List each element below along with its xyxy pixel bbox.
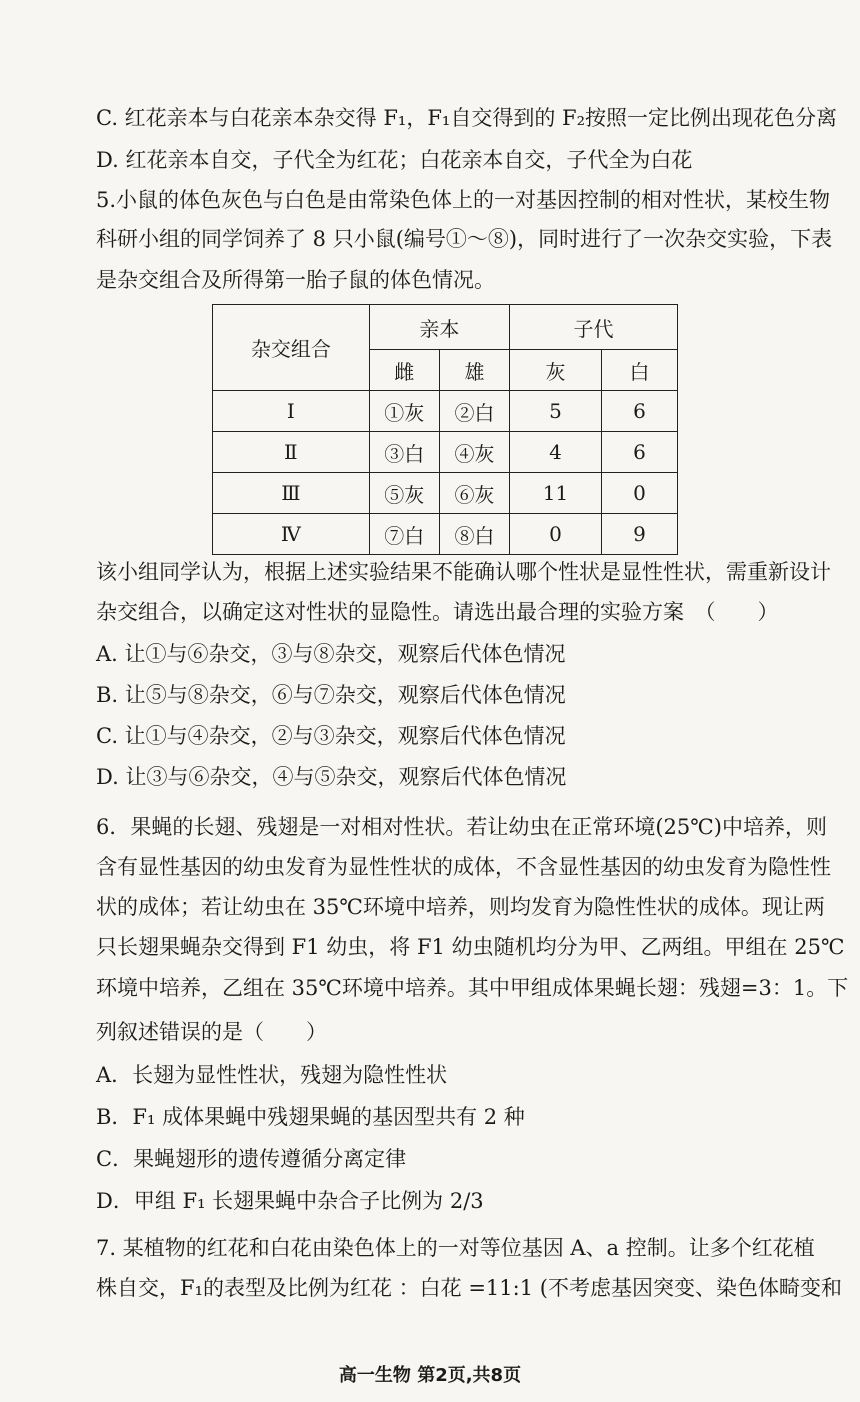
- table-row: [213, 432, 678, 473]
- cell-male: ⑧白: [439, 514, 509, 555]
- question-6-line-6: 列叙述错误的是（ ）: [96, 1020, 327, 1044]
- option-a-q5: A. 让①与⑥杂交，③与⑧杂交，观察后代体色情况: [96, 642, 566, 666]
- cell-gray: 4: [510, 432, 602, 473]
- cell-group: Ⅱ: [213, 432, 370, 473]
- cell-male: ②白: [439, 391, 509, 432]
- option-c-q5: C. 让①与④杂交，②与③杂交，观察后代体色情况: [96, 724, 566, 748]
- question-6-line-1: 6．果蝇的长翅、残翅是一对相对性状。若让幼虫在正常环境(25℃)中培养，则: [96, 815, 827, 839]
- header-offspring: 子代: [510, 305, 678, 350]
- cell-white: 9: [601, 514, 677, 555]
- cell-group: Ⅳ: [213, 514, 370, 555]
- table-row: [213, 514, 678, 555]
- cell-male: ④灰: [439, 432, 509, 473]
- option-d-q4: D. 红花亲本自交，子代全为红花；白花亲本自交，子代全为白花: [96, 148, 693, 172]
- cell-gray: 11: [510, 473, 602, 514]
- question-6-line-5: 环境中培养，乙组在 35℃环境中培养。其中甲组成体果蝇长翅：残翅=3：1。下: [96, 976, 849, 1000]
- cell-gray: 5: [510, 391, 602, 432]
- cell-group: Ⅰ: [213, 391, 370, 432]
- option-a-q6: A．长翅为显性性状，残翅为隐性性状: [96, 1063, 448, 1087]
- cell-female: ①灰: [369, 391, 439, 432]
- header-gray: 灰: [510, 350, 602, 391]
- option-d-q5: D. 让③与⑥杂交，④与⑤杂交，观察后代体色情况: [96, 765, 567, 789]
- question-5-line-3: 是杂交组合及所得第一胎子鼠的体色情况。: [96, 268, 495, 292]
- cell-female: ⑦白: [369, 514, 439, 555]
- question-7-line-2: 株自交，F₁的表型及比例为红花 ：白花 =11:1 (不考虑基因突变、染色体畸变和: [96, 1276, 842, 1300]
- header-female: 雌: [369, 350, 439, 391]
- header-group: 杂交组合: [213, 305, 370, 391]
- question-7-line-1: 7. 某植物的红花和白花由染色体上的一对等位基因 A、a 控制。让多个红花植: [96, 1236, 815, 1260]
- option-c-q4: C. 红花亲本与白花亲本杂交得 F₁，F₁自交得到的 F₂按照一定比例出现花色分离: [96, 106, 837, 130]
- cell-white: 6: [601, 432, 677, 473]
- cell-group: Ⅲ: [213, 473, 370, 514]
- cell-male: ⑥灰: [439, 473, 509, 514]
- question-6-line-2: 含有显性基因的幼虫发育为显性性状的成体，不含显性基因的幼虫发育为隐性性: [96, 855, 831, 879]
- cross-results-table: [212, 304, 678, 555]
- cell-female: ③白: [369, 432, 439, 473]
- question-6-line-4: 只长翅果蝇杂交得到 F1 幼虫，将 F1 幼虫随机均分为甲、乙两组。甲组在 25℃: [96, 935, 845, 959]
- question-6-line-3: 状的成体；若让幼虫在 35℃环境中培养，则均发育为隐性性状的成体。现让两: [96, 895, 825, 919]
- option-c-q6: C．果蝇翅形的遗传遵循分离定律: [96, 1147, 407, 1171]
- option-d-q6: D．甲组 F₁ 长翅果蝇中杂合子比例为 2/3: [96, 1189, 484, 1213]
- cell-female: ⑤灰: [369, 473, 439, 514]
- question-5-conclusion-1: 该小组同学认为，根据上述实验结果不能确认哪个性状是显性性状，需重新设计: [96, 560, 831, 584]
- cell-gray: 0: [510, 514, 602, 555]
- table-row: [213, 473, 678, 514]
- table-row: [213, 391, 678, 432]
- option-b-q6: B．F₁ 成体果蝇中残翅果蝇的基因型共有 2 种: [96, 1105, 525, 1129]
- cell-white: 0: [601, 473, 677, 514]
- header-parent: 亲本: [369, 305, 509, 350]
- question-5-line-2: 科研小组的同学饲养了 8 只小鼠(编号①～⑧)，同时进行了一次杂交实验，下表: [96, 227, 833, 251]
- question-5-conclusion-2: 杂交组合，以确定这对性状的显隐性。请选出最合理的实验方案 （ ）: [96, 600, 779, 624]
- header-white: 白: [601, 350, 677, 391]
- header-male: 雄: [439, 350, 509, 391]
- page-footer: 高一生物 第2页,共8页: [338, 1365, 522, 1386]
- option-b-q5: B. 让⑤与⑧杂交，⑥与⑦杂交，观察后代体色情况: [96, 683, 566, 707]
- cell-white: 6: [601, 391, 677, 432]
- question-5-line-1: 5.小鼠的体色灰色与白色是由常染色体上的一对基因控制的相对性状，某校生物: [96, 188, 831, 212]
